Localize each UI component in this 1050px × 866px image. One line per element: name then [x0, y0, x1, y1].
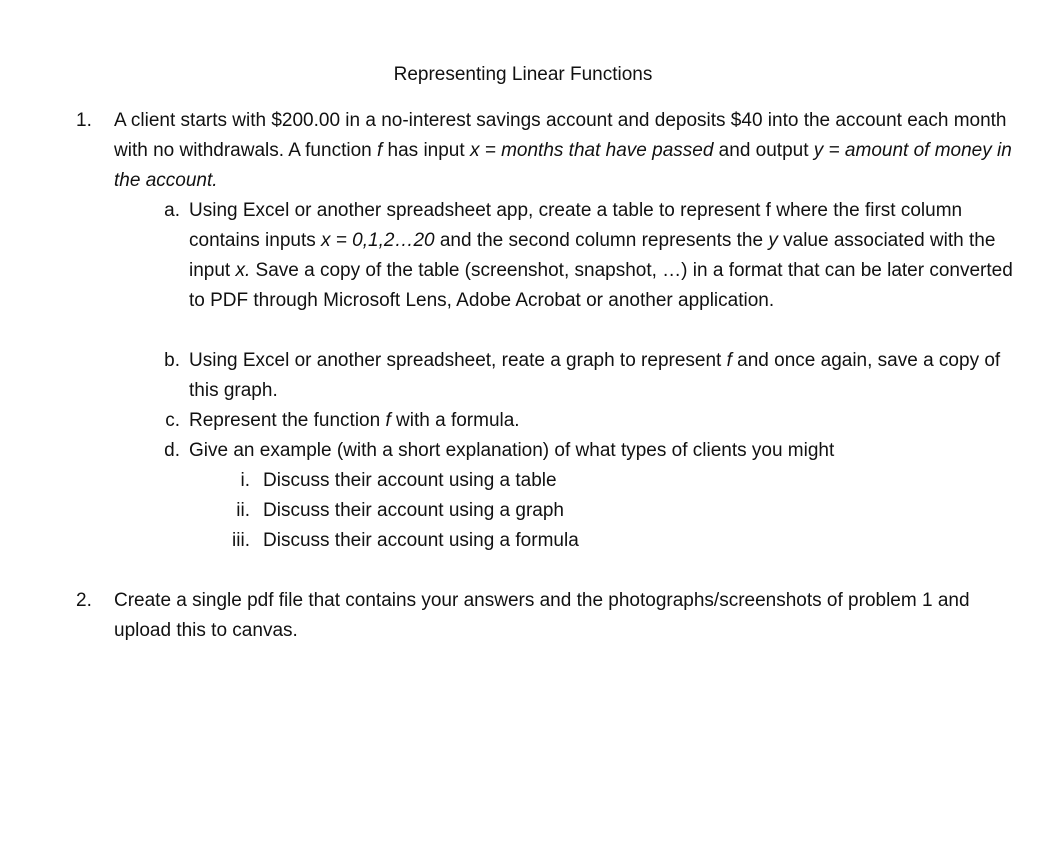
- part-d-item-label: i.: [240, 470, 250, 491]
- problem-1-text: [114, 106, 1014, 196]
- input-values: x = 0,1,2…20: [321, 230, 435, 251]
- part-a-text-part: Save a copy of the table (screenshot, snapshot, …) in a format that can be later converted to PDF through Microsoft Lens, Adobe Acrobat or another application.: [189, 260, 1013, 311]
- part-d-item-text: Discuss their account using a table: [263, 470, 557, 491]
- variable-x: x.: [235, 260, 251, 281]
- problem-1-number: 1.: [76, 110, 92, 131]
- part-c-text-part: Represent the function: [189, 410, 386, 431]
- part-a-text: [189, 196, 1019, 316]
- part-b-text-part: Using Excel or another spreadsheet, reate a graph to represent: [189, 350, 727, 371]
- part-d-item-text: Discuss their account using a formula: [263, 530, 579, 551]
- function-f: f: [385, 410, 391, 431]
- part-a-label: a.: [164, 200, 180, 221]
- part-c-label: c.: [165, 410, 180, 431]
- part-c-text: [189, 406, 1019, 436]
- problem-2-text: Create a single pdf file that contains your answers and the photographs/screenshots of problem 1 and upload this to canvas.: [114, 590, 970, 641]
- problem-2-number: 2.: [76, 590, 92, 611]
- input-definition: x = months that have passed: [469, 140, 714, 161]
- part-b-text: [189, 346, 1019, 406]
- part-d-text: Give an example (with a short explanation) of what types of clients you might: [189, 440, 835, 461]
- problem-1-text-part: A client starts with $200.00 in a no-interest savings account and deposits $40 into the account each month with no withdrawals. A function: [114, 110, 1007, 161]
- part-b-text-part: and once again, save a copy of this graph.: [189, 350, 1001, 401]
- part-a-text-part: value associated with the input: [189, 230, 996, 281]
- variable-y: y: [768, 230, 778, 251]
- part-c-text-part: with a formula.: [390, 410, 520, 431]
- output-definition: y = amount of money in the account.: [114, 140, 1012, 191]
- part-a-text-part: Using Excel or another spreadsheet app, create a table to represent f where the first column contains inputs: [189, 200, 963, 251]
- problem-1-text-part: has input: [382, 140, 470, 161]
- part-d-item-text: Discuss their account using a graph: [263, 500, 564, 521]
- part-a-text-part: and the second column represents the: [434, 230, 769, 251]
- part-d-label: d.: [164, 440, 180, 461]
- part-d-item-label: ii.: [236, 500, 250, 521]
- part-b-label: b.: [164, 350, 180, 371]
- part-d-item-label: iii.: [232, 530, 250, 551]
- function-f: f: [376, 140, 383, 161]
- problem-1-text-part: and output: [713, 140, 814, 161]
- function-f: f: [726, 350, 732, 371]
- document-title: Representing Linear Functions: [393, 64, 653, 85]
